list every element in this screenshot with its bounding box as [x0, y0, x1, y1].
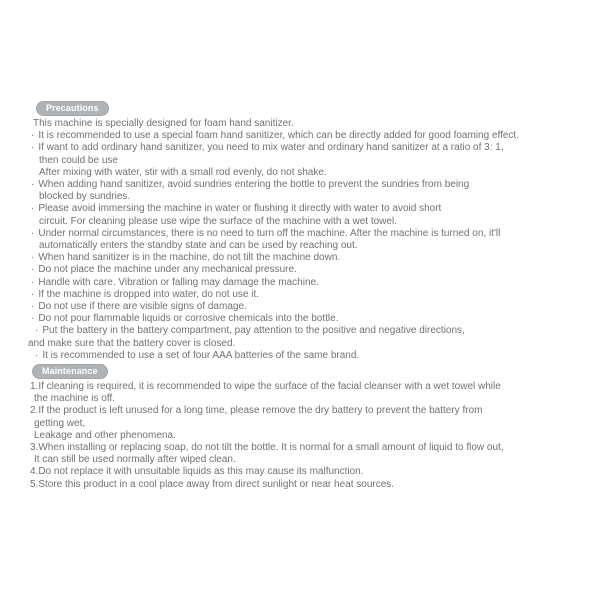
line-text: Do not use if there are visible signs of damage.: [38, 301, 247, 313]
bullet-icon: ·: [31, 264, 35, 276]
precautions-text-line: and make sure that the battery cover is closed.: [28, 337, 236, 349]
section-precautions: [28, 101, 594, 362]
line-text: Put the battery in the battery compartment, pay attention to the positive and negative directions,: [42, 325, 465, 337]
bullet-icon: ·: [31, 130, 35, 142]
bullet-icon: ·: [31, 203, 35, 215]
line-text: Do not pour flammable liquids or corrosive chemicals into the bottle.: [38, 313, 339, 325]
maintenance-badge: Maintenance: [32, 364, 108, 379]
bullet-icon: ·: [31, 276, 35, 288]
precautions-text-line: [28, 313, 594, 325]
precautions-text-line: [28, 130, 594, 142]
line-text: When hand sanitizer is in the machine, do not tilt the machine down.: [38, 252, 341, 264]
precautions-text-line: circuit. For cleaning please use wipe the surface of the machine with a wet towel.: [39, 215, 397, 227]
bullet-icon: ·: [31, 288, 35, 300]
precautions-text-line: [28, 277, 594, 289]
precautions-text-line: [28, 228, 594, 240]
section-maintenance: [28, 362, 594, 491]
bullet-icon: ·: [31, 313, 35, 325]
precautions-text-line: [28, 301, 594, 313]
line-text: It is recommended to use a special foam hand sanitizer, which can be directly added for good foaming effect.: [38, 130, 519, 142]
line-text: If want to add ordinary hand sanitizer, you need to mix water and ordinary hand sanitizer at a ratio of 3: 1,: [38, 142, 504, 154]
line-text: Under normal circumstances, there is no need to turn off the machine. After the machine is turned on, it'll: [38, 227, 501, 239]
bullet-icon: ·: [31, 252, 35, 264]
precautions-text-line: automatically enters the standby state and can be used by reaching out.: [39, 240, 358, 252]
bullet-icon: ·: [31, 301, 35, 313]
precautions-text-line: then could be use: [39, 154, 118, 166]
precautions-badge: Precautions: [36, 101, 109, 116]
precautions-text-line: [28, 142, 594, 154]
maintenance-text-line: Leakage and other phenomena.: [34, 429, 176, 441]
precautions-text-line: [28, 252, 594, 264]
line-text: Handle with care. Vibration or falling may damage the machine.: [38, 276, 319, 288]
precautions-text-line: [28, 264, 594, 276]
precautions-text-line: This machine is specially designed for foam hand sanitizer.: [33, 118, 294, 129]
precautions-text-line: [28, 350, 594, 362]
bullet-icon: ·: [31, 227, 35, 239]
precautions-text-line: [28, 325, 594, 337]
bullet-icon: ·: [31, 142, 35, 154]
precautions-text-line: [28, 203, 594, 215]
precautions-text-line: [28, 289, 594, 301]
maintenance-text-line: 4.Do not replace it with unsuitable liquids as this may cause its malfunction.: [30, 466, 364, 478]
precautions-text-line: [28, 179, 594, 191]
manual-document: [28, 101, 594, 491]
bullet-icon: ·: [31, 179, 35, 191]
bullet-icon: ·: [35, 349, 39, 361]
maintenance-text-line: 2.If the product is left unused for a long time, please remove the dry battery to prevent the battery from: [30, 405, 483, 417]
line-text: When adding hand sanitizer, avoid sundries entering the bottle to prevent the sundries from being: [38, 179, 470, 191]
maintenance-text-line: the machine is off.: [34, 393, 115, 405]
precautions-text-line: blocked by sundries.: [39, 191, 131, 203]
line-text: Please avoid immersing the machine in water or flushing it directly with water to avoid short: [38, 203, 442, 215]
maintenance-text-line: 1.If cleaning is required, it is recommended to wipe the surface of the facial cleanser with a wet towel while: [30, 381, 501, 393]
bullet-icon: ·: [35, 325, 39, 337]
line-text: Do not place the machine under any mechanical pressure.: [38, 264, 297, 276]
line-text: If the machine is dropped into water, do not use it.: [38, 288, 260, 300]
precautions-text-line: After mixing with water, stir with a small rod evenly, do not shake.: [39, 166, 327, 178]
line-text: It is recommended to use a set of four AAA batteries of the same brand.: [42, 349, 360, 361]
maintenance-text-line: It can still be used normally after wiped clean.: [34, 454, 236, 466]
maintenance-text-line: 3.When installing or replacing soap, do not tilt the bottle. It is normal for a small amount of liquid to flow out,: [30, 442, 504, 454]
maintenance-text-line: getting wet,: [34, 417, 86, 429]
maintenance-text-line: 5.Store this product in a cool place away from direct sunlight or near heat sources.: [30, 478, 395, 490]
